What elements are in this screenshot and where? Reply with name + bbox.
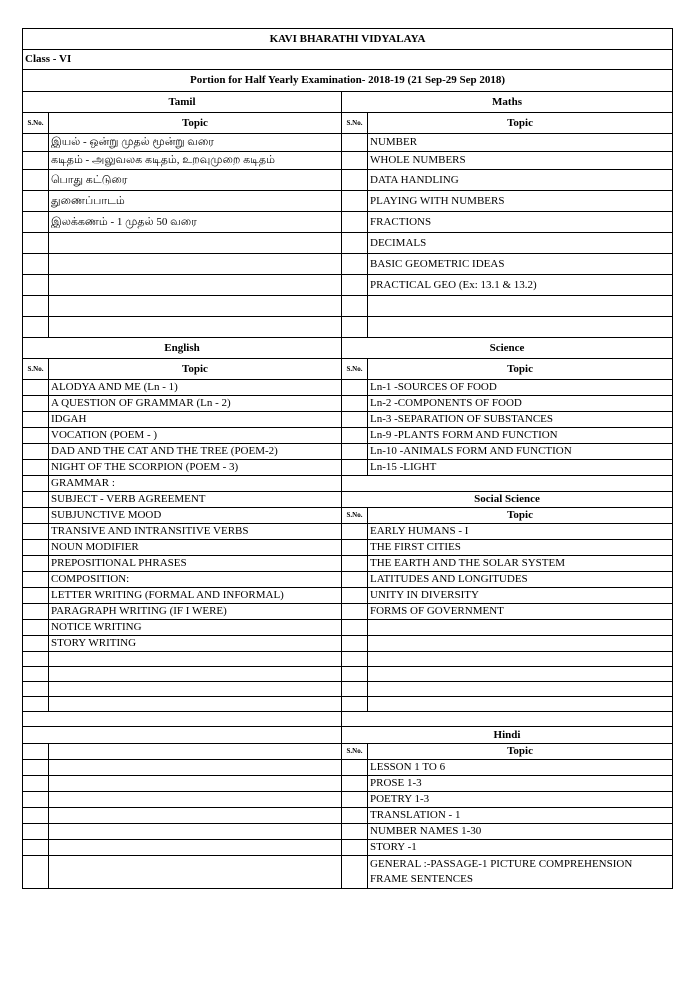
english-topic: COMPOSITION: xyxy=(49,572,342,588)
hindi-topic: LESSON 1 TO 6 xyxy=(368,760,673,776)
sno-cell xyxy=(342,652,368,667)
sno-cell xyxy=(23,296,49,317)
table-row xyxy=(23,508,673,524)
sno-cell xyxy=(23,760,49,776)
sno-cell xyxy=(23,444,49,460)
table-row xyxy=(23,233,673,254)
table-row xyxy=(23,254,673,275)
sno-cell xyxy=(23,460,49,476)
maths-topic xyxy=(368,317,673,338)
sno-cell xyxy=(23,682,49,697)
sno-cell xyxy=(23,396,49,412)
sno-cell xyxy=(342,233,368,254)
tamil-topic: கடிதம் - அலுவலக கடிதம், உறவுமுறை கடிதம் xyxy=(49,152,342,170)
table-row xyxy=(23,191,673,212)
blank-cell xyxy=(49,824,342,840)
sno-cell xyxy=(342,792,368,808)
table-row xyxy=(23,92,673,113)
table-row xyxy=(23,380,673,396)
sno-cell xyxy=(342,524,368,540)
blank-cell xyxy=(23,712,342,727)
hindi-topic: TRANSLATION - 1 xyxy=(368,808,673,824)
sno-cell xyxy=(342,460,368,476)
blank-cell xyxy=(49,744,342,760)
sno-cell xyxy=(23,254,49,275)
english-topic: NIGHT OF THE SCORPION (POEM - 3) xyxy=(49,460,342,476)
sno-cell xyxy=(342,620,368,636)
sno-cell xyxy=(342,396,368,412)
blank-cell xyxy=(23,727,342,744)
science-topic: Ln-9 -PLANTS FORM AND FUNCTION xyxy=(368,428,673,444)
sno-cell xyxy=(23,744,49,760)
tamil-topic: இயல் - ஒன்று முதல் மூன்று வரை xyxy=(49,134,342,152)
english-topic: LETTER WRITING (FORMAL AND INFORMAL) xyxy=(49,588,342,604)
sno-cell xyxy=(342,428,368,444)
english-topic: SUBJECT - VERB AGREEMENT xyxy=(49,492,342,508)
hindi-topic: NUMBER NAMES 1-30 xyxy=(368,824,673,840)
table-row xyxy=(23,152,673,170)
sno-cell xyxy=(342,808,368,824)
table-row xyxy=(23,50,673,70)
sno-cell xyxy=(23,808,49,824)
maths-topic: PLAYING WITH NUMBERS xyxy=(368,191,673,212)
english-topic: NOUN MODIFIER xyxy=(49,540,342,556)
sno-cell xyxy=(342,254,368,275)
table-row xyxy=(23,444,673,460)
blank-cell xyxy=(342,476,673,492)
blank-cell xyxy=(368,682,673,697)
sno-cell xyxy=(342,840,368,856)
table-row xyxy=(23,572,673,588)
sno-cell xyxy=(23,428,49,444)
table-row xyxy=(23,856,673,889)
science-topic: Ln-1 -SOURCES OF FOOD xyxy=(368,380,673,396)
maths-title: Maths xyxy=(342,92,673,113)
maths-topic xyxy=(368,296,673,317)
tamil-topic xyxy=(49,254,342,275)
blank-cell xyxy=(49,697,342,712)
hindi-topic: POETRY 1-3 xyxy=(368,792,673,808)
sno-cell xyxy=(342,275,368,296)
topic-header: Topic xyxy=(368,113,673,134)
sno-cell xyxy=(342,856,368,889)
table-row xyxy=(23,727,673,744)
social-science-title: Social Science xyxy=(342,492,673,508)
table-row xyxy=(23,636,673,652)
sno-cell xyxy=(342,636,368,652)
tamil-topic xyxy=(49,317,342,338)
sno-cell xyxy=(23,476,49,492)
tamil-topic xyxy=(49,296,342,317)
sno-cell xyxy=(342,572,368,588)
english-topic: ALODYA AND ME (Ln - 1) xyxy=(49,380,342,396)
sno-cell xyxy=(23,317,49,338)
table-row xyxy=(23,492,673,508)
table-row xyxy=(23,412,673,428)
table-row xyxy=(23,556,673,572)
sno-cell xyxy=(23,540,49,556)
maths-topic: WHOLE NUMBERS xyxy=(368,152,673,170)
table-row xyxy=(23,744,673,760)
blank-cell xyxy=(49,776,342,792)
sno-cell xyxy=(342,667,368,682)
tamil-topic: இலக்கணம் - 1 முதல் 50 வரை xyxy=(49,212,342,233)
blank-cell xyxy=(342,712,673,727)
table-row xyxy=(23,712,673,727)
maths-topic: DATA HANDLING xyxy=(368,170,673,191)
sno-cell xyxy=(23,412,49,428)
english-topic: PARAGRAPH WRITING (IF I WERE) xyxy=(49,604,342,620)
sno-cell xyxy=(23,275,49,296)
sno-cell xyxy=(23,572,49,588)
table-row xyxy=(23,359,673,380)
table-row xyxy=(23,476,673,492)
table-row xyxy=(23,70,673,92)
social-science-topic: THE EARTH AND THE SOLAR SYSTEM xyxy=(368,556,673,572)
blank-cell xyxy=(368,697,673,712)
sno-cell xyxy=(342,170,368,191)
topic-header: Topic xyxy=(49,113,342,134)
sno-cell xyxy=(23,170,49,191)
hindi-topic: PROSE 1-3 xyxy=(368,776,673,792)
sno-cell xyxy=(342,588,368,604)
sno-cell xyxy=(23,380,49,396)
topic-header: Topic xyxy=(49,359,342,380)
sno-cell xyxy=(23,212,49,233)
tamil-title: Tamil xyxy=(23,92,342,113)
sno-cell xyxy=(23,652,49,667)
english-topic: SUBJUNCTIVE MOOD xyxy=(49,508,342,524)
sno-cell xyxy=(23,636,49,652)
sno-cell xyxy=(23,697,49,712)
table-row xyxy=(23,540,673,556)
sno-cell xyxy=(342,212,368,233)
table-row xyxy=(23,667,673,682)
sno-cell xyxy=(342,824,368,840)
table-row xyxy=(23,697,673,712)
table-row xyxy=(23,212,673,233)
sno-cell xyxy=(342,682,368,697)
sno-cell xyxy=(342,412,368,428)
table-row xyxy=(23,170,673,191)
english-topic: VOCATION (POEM - ) xyxy=(49,428,342,444)
maths-topic: DECIMALS xyxy=(368,233,673,254)
table-row xyxy=(23,824,673,840)
sno-cell xyxy=(342,152,368,170)
portion-title: Portion for Half Yearly Examination- 2018-19 (21 Sep-29 Sep 2018) xyxy=(23,70,673,92)
sno-cell xyxy=(342,444,368,460)
science-title: Science xyxy=(342,338,673,359)
english-topic: TRANSIVE AND INTRANSITIVE VERBS xyxy=(49,524,342,540)
social-science-topic: FORMS OF GOVERNMENT xyxy=(368,604,673,620)
sno-header: S.No. xyxy=(342,359,368,380)
sno-header: S.No. xyxy=(23,359,49,380)
tamil-topic: துணைப்பாடம் xyxy=(49,191,342,212)
sno-cell xyxy=(23,233,49,254)
sno-cell xyxy=(342,697,368,712)
english-topic: GRAMMAR : xyxy=(49,476,342,492)
hindi-topic: STORY -1 xyxy=(368,840,673,856)
portion-table xyxy=(22,28,673,889)
english-topic: DAD AND THE CAT AND THE TREE (POEM-2) xyxy=(49,444,342,460)
table-row xyxy=(23,808,673,824)
table-row xyxy=(23,620,673,636)
sno-cell xyxy=(23,524,49,540)
blank-cell xyxy=(49,856,342,889)
sno-cell xyxy=(342,191,368,212)
blank-cell xyxy=(368,652,673,667)
blank-cell xyxy=(49,840,342,856)
sno-cell xyxy=(23,824,49,840)
maths-topic: NUMBER xyxy=(368,134,673,152)
english-topic: A QUESTION OF GRAMMAR (Ln - 2) xyxy=(49,396,342,412)
blank-cell xyxy=(368,667,673,682)
table-row xyxy=(23,296,673,317)
table-row xyxy=(23,682,673,697)
sno-cell xyxy=(342,776,368,792)
school-name: KAVI BHARATHI VIDYALAYA xyxy=(23,29,673,50)
sno-cell xyxy=(23,556,49,572)
table-row xyxy=(23,113,673,134)
blank-cell xyxy=(49,682,342,697)
sno-cell xyxy=(23,840,49,856)
sno-cell xyxy=(342,556,368,572)
maths-topic: BASIC GEOMETRIC IDEAS xyxy=(368,254,673,275)
topic-header: Topic xyxy=(368,744,673,760)
sno-cell xyxy=(342,604,368,620)
social-science-topic: EARLY HUMANS - I xyxy=(368,524,673,540)
blank-cell xyxy=(49,760,342,776)
sno-cell xyxy=(342,760,368,776)
blank-cell xyxy=(49,652,342,667)
sno-cell xyxy=(23,620,49,636)
english-topic: STORY WRITING xyxy=(49,636,342,652)
table-row xyxy=(23,134,673,152)
blank-cell xyxy=(49,792,342,808)
blank-cell xyxy=(49,808,342,824)
table-row xyxy=(23,396,673,412)
sno-cell xyxy=(23,492,49,508)
science-topic: Ln-3 -SEPARATION OF SUBSTANCES xyxy=(368,412,673,428)
sno-cell xyxy=(342,380,368,396)
table-row xyxy=(23,428,673,444)
sno-cell xyxy=(342,296,368,317)
english-topic: IDGAH xyxy=(49,412,342,428)
table-row xyxy=(23,317,673,338)
english-topic: PREPOSITIONAL PHRASES xyxy=(49,556,342,572)
maths-topic: FRACTIONS xyxy=(368,212,673,233)
table-row xyxy=(23,275,673,296)
science-topic: Ln-15 -LIGHT xyxy=(368,460,673,476)
table-row xyxy=(23,760,673,776)
sno-cell xyxy=(23,792,49,808)
sno-header: S.No. xyxy=(23,113,49,134)
sno-header: S.No. xyxy=(342,744,368,760)
topic-header: Topic xyxy=(368,508,673,524)
hindi-title: Hindi xyxy=(342,727,673,744)
tamil-topic: பொது கட்டுரை xyxy=(49,170,342,191)
maths-topic: PRACTICAL GEO (Ex: 13.1 & 13.2) xyxy=(368,275,673,296)
sno-cell xyxy=(342,134,368,152)
science-topic: Ln-10 -ANIMALS FORM AND FUNCTION xyxy=(368,444,673,460)
sno-cell xyxy=(23,134,49,152)
sno-cell xyxy=(23,152,49,170)
table-row xyxy=(23,776,673,792)
class-label: Class - VI xyxy=(23,50,673,70)
table-row xyxy=(23,29,673,50)
table-row xyxy=(23,588,673,604)
blank-cell xyxy=(368,620,673,636)
social-science-topic: UNITY IN DIVERSITY xyxy=(368,588,673,604)
sno-cell xyxy=(23,588,49,604)
table-row xyxy=(23,524,673,540)
english-topic: NOTICE WRITING xyxy=(49,620,342,636)
english-title: English xyxy=(23,338,342,359)
table-row xyxy=(23,652,673,667)
table-row xyxy=(23,840,673,856)
topic-header: Topic xyxy=(368,359,673,380)
sno-cell xyxy=(342,540,368,556)
table-row xyxy=(23,460,673,476)
science-topic: Ln-2 -COMPONENTS OF FOOD xyxy=(368,396,673,412)
sno-cell xyxy=(23,508,49,524)
sno-cell xyxy=(23,191,49,212)
blank-cell xyxy=(368,636,673,652)
sno-header: S.No. xyxy=(342,508,368,524)
sno-cell xyxy=(23,856,49,889)
sno-cell xyxy=(342,317,368,338)
tamil-topic xyxy=(49,233,342,254)
table-row xyxy=(23,604,673,620)
sno-header: S.No. xyxy=(342,113,368,134)
sno-cell xyxy=(23,776,49,792)
tamil-topic xyxy=(49,275,342,296)
sno-cell xyxy=(23,604,49,620)
social-science-topic: LATITUDES AND LONGITUDES xyxy=(368,572,673,588)
table-row xyxy=(23,338,673,359)
social-science-topic: THE FIRST CITIES xyxy=(368,540,673,556)
blank-cell xyxy=(49,667,342,682)
hindi-topic: GENERAL :-PASSAGE-1 PICTURE COMPREHENSION FRAME SENTENCES xyxy=(368,856,673,889)
sno-cell xyxy=(23,667,49,682)
table-row xyxy=(23,792,673,808)
